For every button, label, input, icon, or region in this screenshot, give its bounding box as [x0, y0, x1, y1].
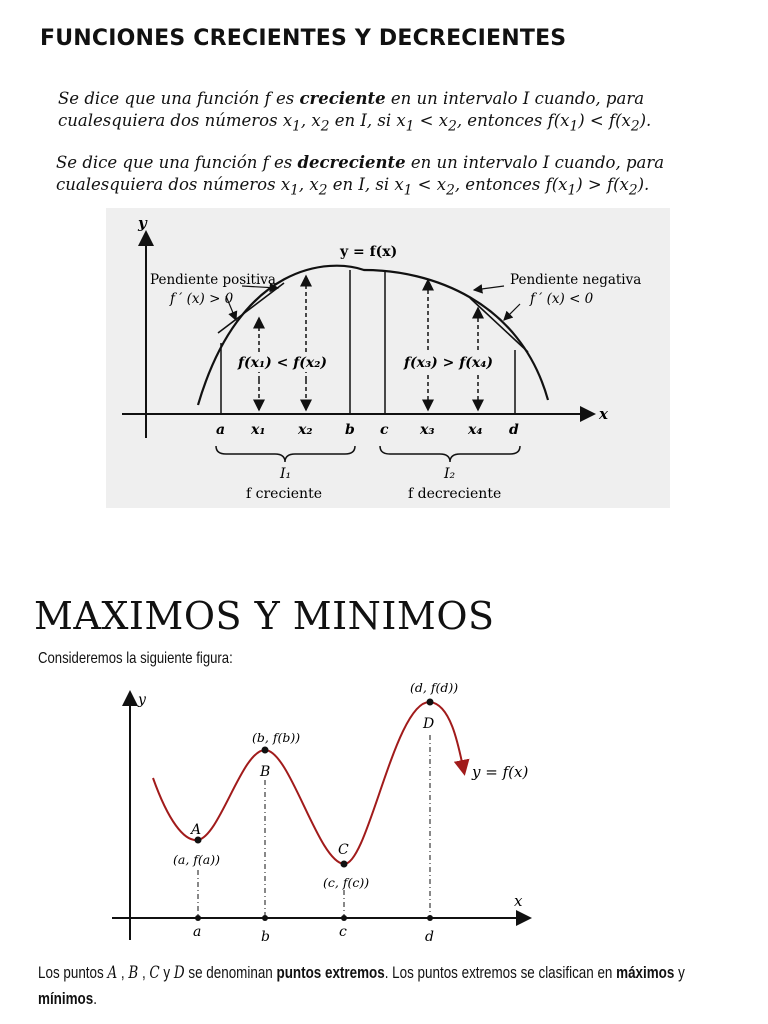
- figure-maximos-minimos: [100, 676, 560, 946]
- tick-b: b: [261, 929, 270, 945]
- tick-d: d: [425, 929, 434, 945]
- section-title-maximos: MAXIMOS Y MINIMOS: [34, 594, 495, 638]
- curve-label: y = f(x): [340, 244, 398, 260]
- label-C: C: [338, 842, 349, 858]
- coord-C: (c, f(c)): [323, 875, 370, 890]
- interval-1-desc: f creciente: [246, 486, 322, 502]
- keyword-decreciente: decreciente: [297, 153, 406, 172]
- definition-line-1: Se dice que una función f es decreciente en un intervalo I cuando, para: [56, 153, 665, 172]
- tick-x2: x₂: [298, 422, 313, 438]
- definition-line-1: Se dice que una función f es creciente en un intervalo I cuando, para: [58, 89, 645, 108]
- definition-line-2: cualesquiera dos números $x_1$, $x_2$ en I, si $x_1 < x_2$, entonces $f(x_1) > f(x_2)$.: [56, 175, 650, 199]
- tick-x3: x₃: [420, 422, 435, 438]
- section-title-funciones: FUNCIONES CRECIENTES Y DECRECIENTES: [40, 26, 567, 51]
- x-axis-label: x: [599, 405, 608, 423]
- inequality-decreasing: f(x₃) > f(x₄): [404, 355, 493, 371]
- interval-2-desc: f decreciente: [408, 486, 502, 502]
- curve-label: y = f(x): [472, 763, 529, 781]
- label-D: D: [423, 716, 435, 732]
- tick-x4: x₄: [468, 422, 483, 438]
- tick-d: d: [509, 422, 519, 438]
- tick-point-b: [262, 915, 268, 921]
- x-axis-label: x: [514, 892, 523, 910]
- inequality-increasing: f(x₁) < f(x₂): [238, 355, 327, 371]
- label-B: B: [260, 764, 271, 780]
- tick-a: a: [193, 924, 202, 940]
- label-A: A: [191, 822, 202, 838]
- pos-deriv-label: f ′ (x) > 0: [170, 291, 234, 307]
- point-C: [341, 861, 348, 868]
- tick-b: b: [345, 422, 355, 438]
- point-D: [427, 699, 434, 706]
- coord-D: (d, f(d)): [410, 680, 459, 695]
- tick-x1: x₁: [251, 422, 266, 438]
- tick-point-a: [195, 915, 201, 921]
- point-B: [262, 747, 269, 754]
- coord-A: (a, f(a)): [173, 852, 220, 867]
- y-axis-label: y: [138, 214, 147, 232]
- coord-B: (b, f(b)): [252, 730, 301, 745]
- neg-slope-label: Pendiente negativa: [510, 272, 642, 288]
- tick-c: c: [380, 422, 389, 438]
- tick-a: a: [216, 422, 226, 438]
- keyword-puntos-extremos: puntos extremos: [276, 963, 385, 982]
- keyword-maximos: máximos: [616, 963, 675, 982]
- neg-deriv-label: f ′ (x) < 0: [530, 291, 594, 307]
- tick-c: c: [339, 924, 347, 940]
- tick-point-d: [427, 915, 433, 921]
- footer-paragraph: Los puntos A , B , C y D se denominan puntos extremos. Los puntos extremos se clasifican en máximos y mínimos.: [38, 963, 685, 1008]
- keyword-minimos: mínimos: [38, 989, 94, 1008]
- tick-point-c: [341, 915, 347, 921]
- definition-line-2: cualesquiera dos números $x_1$, $x_2$ en I, si $x_1 < x_2$, entonces $f(x_1) < f(x_2)$.: [58, 111, 652, 135]
- pos-slope-label: Pendiente positiva: [150, 272, 276, 288]
- interval-2-label: I₂: [444, 466, 456, 482]
- figure-crecientes-decrecientes: [106, 208, 670, 508]
- intro-text: Consideremos la siguiente figura:: [38, 650, 233, 667]
- definition-creciente: [58, 88, 748, 137]
- definition-decreciente: [56, 152, 746, 201]
- keyword-creciente: creciente: [299, 89, 386, 108]
- y-axis-label: y: [138, 692, 146, 708]
- interval-1-label: I₁: [280, 466, 292, 482]
